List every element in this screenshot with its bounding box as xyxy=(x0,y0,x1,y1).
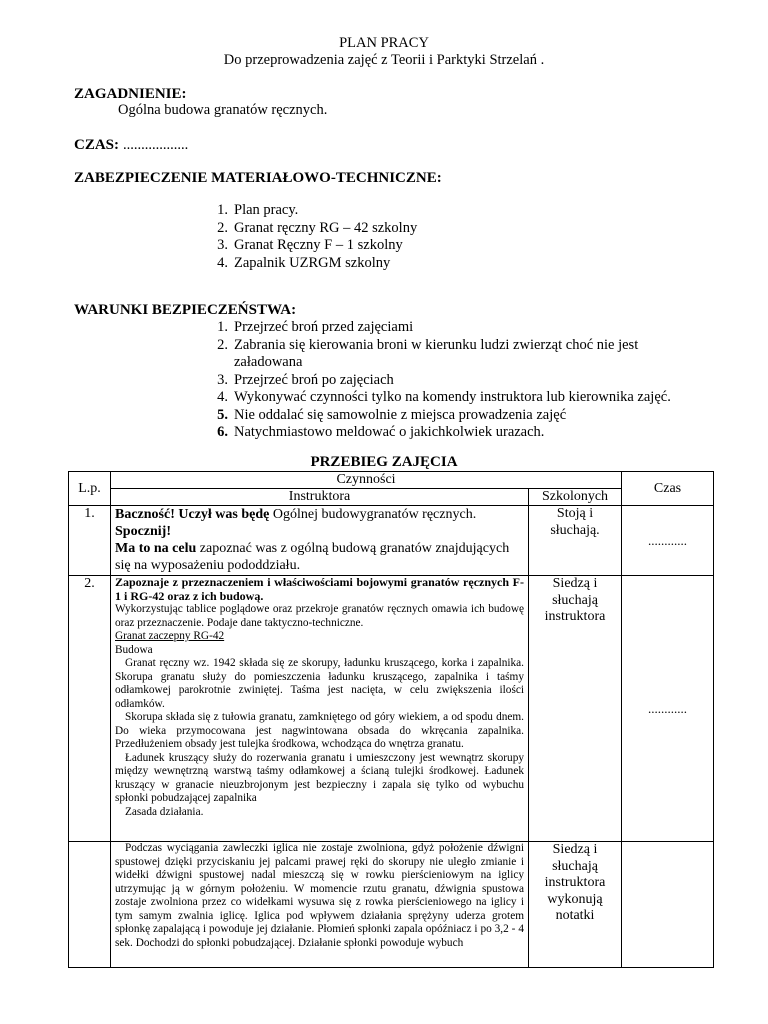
list-item: 4. Wykonywać czynności tylko na komendy instruktora lub kierownika zajęć. xyxy=(217,389,671,405)
time-value: .................. xyxy=(123,137,189,153)
table-row xyxy=(69,506,714,576)
row-number: 2. xyxy=(69,576,111,842)
course-title: PRZEBIEG ZAJĘCIA xyxy=(310,454,458,470)
list-item: 1. Plan pracy. xyxy=(217,202,299,218)
row-number: 1. xyxy=(69,506,111,576)
materials-label: ZABEZPIECZENIE MATERIAŁOWO-TECHNICZNE: xyxy=(74,170,442,186)
list-item: 6. Natychmiastowo meldować o jakichkolwiek urazach. xyxy=(217,424,545,440)
list-item: 3. Przejrzeć broń po zajęciach xyxy=(217,371,394,388)
materials-list xyxy=(210,202,417,272)
row-number xyxy=(69,842,111,968)
instructor-cell: Podczas wyciągania zawleczki iglica nie zostaje zwolniona, gdyż położenie dźwigni spustowej dzięki przyciskaniu jej palcami prawej ręki do skorupy nie uległo zmianie i widełki dźwigni spustowej nadal mieszczą się w rowku pierścieniowym na iglicy utrzymując ją w górnym położeniu. W momencie rzutu granatu, dźwignia spustowa zostaje zwolniona przez co widełkami wysuwa się z rowka pierścieniowego na iglicy i tym samym zwalnia iglicę. Iglica pod wpływem działania sprężyny uderza grotem spłonkę zapalającą i powoduje jej działanie. Płomień spłonki zapala opóźniacz i po 3,2 - 4 sek. Dochodzi do spłonki pobudzającej. Działanie spłonki powoduje wybuch xyxy=(111,842,529,968)
time-header: Czas xyxy=(622,472,714,506)
page-title: PLAN PRACY xyxy=(339,35,429,51)
list-item: 5. Nie oddalać się samowolnie z miejsca prowadzenia zajęć xyxy=(217,406,567,423)
topic-label: ZAGADNIENIE: xyxy=(74,86,187,102)
trainees-header: Szkolonych xyxy=(529,489,622,506)
trainees-cell: Siedzą i słuchają instruktora wykonują notatki xyxy=(529,842,622,968)
time-label: CZAS: xyxy=(74,137,120,153)
time-line xyxy=(74,136,188,154)
list-item: 3. Granat Ręczny F – 1 szkolny xyxy=(217,237,403,253)
list-item: 2. Granat ręczny RG – 42 szkolny xyxy=(217,219,418,236)
list-item: 1. Przejrzeć broń przed zajęciami xyxy=(217,319,414,335)
activities-header: Czynności xyxy=(111,472,622,489)
time-cell: ............ xyxy=(622,576,714,842)
table-row xyxy=(69,576,714,842)
instructor-cell: Zapoznaje z przeznaczeniem i właściwościami bojowymi granatów ręcznych F-1 i RG-42 oraz z ich budową. Wykorzystując tablice poglądowe oraz przekroje granatów ręcznych omawia ich budowę oraz przeznaczenie. Podaje dane taktyczno-techniczne. Granat zaczepny RG-42 Budowa Granat ręczny wz. 1942 składa się ze skorupy, ładunku kruszącego, korka i zapalnika. Skorupa granatu służy do pomieszczenia ładunku kruszącego, zapalnika i taśmy odłamkowej parokrotnie zwiniętej. Taśma jest nacięta, w celu zwiększenia ilości odłamków. Skorupa składa się z tułowia granatu, zamkniętego od góry wiekiem, a od spodu dnem. Do wieka przymocowana jest nagwintowana obsada do wkręcania zapalnika. Przedłużeniem obsady jest tulejka środkowa, wchodząca do wnętrza granatu. Ładunek kruszący służy do rozerwania granatu i umieszczony jest wewnątrz skorupy między wewnętrzną warstwą taśmy odłamkowej a ścianą tulejki środkowej. Ładunek kruszący w granacie nieuzbrojonym jest bezpieczny i zapala się tylko od wybuchu spłonki pobudzającej zapalnika Zasada działania. xyxy=(111,576,529,842)
table-subheader-row xyxy=(69,489,714,506)
instructor-header: Instruktora xyxy=(111,489,529,506)
table-row xyxy=(69,842,714,968)
time-cell: ............ xyxy=(622,506,714,576)
course-table xyxy=(68,471,714,968)
time-cell xyxy=(622,842,714,968)
trainees-cell: Siedzą i słuchają instruktora xyxy=(529,576,622,842)
safety-list xyxy=(210,319,671,442)
page-subtitle: Do przeprowadzenia zajęć z Teorii i Parktyki Strzelań . xyxy=(223,52,545,68)
topic-value: Ogólna budowa granatów ręcznych. xyxy=(118,102,328,118)
list-item: 2. Zabrania się kierowania broni w kierunku ludzi zwierząt choć nie jest załadowana xyxy=(217,336,639,370)
list-item: 4. Zapalnik UZRGM szkolny xyxy=(217,254,391,271)
table-header-row xyxy=(69,472,714,489)
lp-header: L.p. xyxy=(69,472,111,506)
trainees-cell: Stoją i słuchają. xyxy=(529,506,622,576)
safety-label: WARUNKI BEZPIECZEŃSTWA: xyxy=(74,302,297,318)
instructor-cell: Baczność! Uczył was będę Ogólnej budowygranatów ręcznych. Spocznij! Ma to na celu zapoznać was z ogólną budową granatów znajdujących się na wyposażeniu pododdziału. xyxy=(111,506,529,576)
